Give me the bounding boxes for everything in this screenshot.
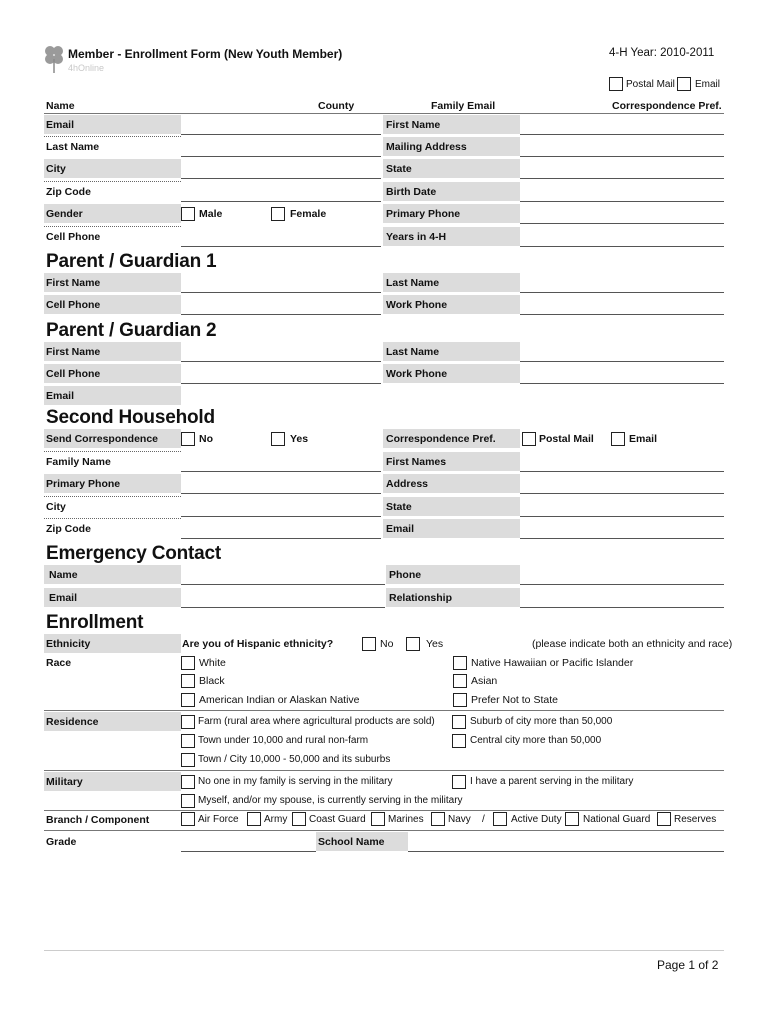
hh-email-label: Email bbox=[386, 523, 415, 535]
hispanic-yes-label: Yes bbox=[426, 638, 444, 650]
ethnicity-label: Ethnicity bbox=[46, 638, 91, 650]
branch-separator: / bbox=[482, 814, 485, 825]
branch-marines-checkbox[interactable] bbox=[371, 812, 385, 826]
hh-address-field[interactable] bbox=[520, 474, 724, 494]
branch-coast-guard-checkbox[interactable] bbox=[292, 812, 306, 826]
male-checkbox[interactable] bbox=[181, 207, 195, 221]
residence-label: Residence bbox=[46, 716, 99, 728]
male-label: Male bbox=[199, 208, 223, 220]
mailing-address-label: Mailing Address bbox=[386, 141, 467, 153]
hh-email-field[interactable] bbox=[520, 519, 724, 539]
family-name-field[interactable] bbox=[181, 452, 381, 472]
p1-work-label: Work Phone bbox=[386, 299, 448, 311]
zip-label: Zip Code bbox=[46, 186, 91, 198]
female-checkbox[interactable] bbox=[271, 207, 285, 221]
comp-reserves-label: Reserves bbox=[674, 814, 717, 825]
parent1-heading: Parent / Guardian 1 bbox=[46, 251, 217, 272]
branch-army-label: Army bbox=[264, 814, 288, 825]
grade-label: Grade bbox=[46, 836, 77, 848]
hispanic-no-label: No bbox=[380, 638, 394, 650]
email-pref-checkbox[interactable] bbox=[677, 77, 691, 91]
res-central-city-label: Central city more than 50,000 bbox=[470, 735, 602, 746]
form-title: Member - Enrollment Form (New Youth Member) bbox=[68, 47, 343, 61]
p2-email-label: Email bbox=[46, 390, 75, 402]
ec-email-field[interactable] bbox=[181, 588, 385, 608]
first-name-field[interactable] bbox=[520, 115, 724, 135]
hh-zip-field[interactable] bbox=[181, 519, 381, 539]
hh-zip-label: Zip Code bbox=[46, 523, 91, 535]
hh-primary-phone-field[interactable] bbox=[181, 474, 381, 494]
send-correspondence-label: Send Correspondence bbox=[46, 433, 159, 445]
race-asian-checkbox[interactable] bbox=[453, 674, 467, 688]
email-field[interactable] bbox=[181, 115, 381, 135]
primary-phone-label: Primary Phone bbox=[386, 208, 461, 220]
row-divider bbox=[44, 496, 181, 497]
p2-work-field[interactable] bbox=[520, 364, 724, 384]
branch-army-checkbox[interactable] bbox=[247, 812, 261, 826]
branch-air-force-label: Air Force bbox=[198, 814, 239, 825]
mil-none-label: No one in my family is serving in the military bbox=[198, 776, 393, 787]
hh-email-checkbox[interactable] bbox=[611, 432, 625, 446]
race-american-indian-label: American Indian or Alaskan Native bbox=[199, 694, 360, 706]
race-black-label: Black bbox=[199, 675, 225, 687]
res-town-city-checkbox[interactable] bbox=[181, 753, 195, 767]
city-field[interactable] bbox=[181, 159, 381, 179]
birth-date-field[interactable] bbox=[520, 182, 724, 202]
mil-none-checkbox[interactable] bbox=[181, 775, 195, 789]
race-asian-label: Asian bbox=[471, 675, 498, 687]
birth-date-label: Birth Date bbox=[386, 186, 437, 198]
p2-work-label: Work Phone bbox=[386, 368, 448, 380]
comp-national-guard-label: National Guard bbox=[583, 814, 651, 825]
state-field[interactable] bbox=[520, 159, 724, 179]
branch-navy-label: Navy bbox=[448, 814, 471, 825]
race-hawaiian-label: Native Hawaiian or Pacific Islander bbox=[471, 657, 634, 669]
hh-state-field[interactable] bbox=[520, 497, 724, 517]
postal-mail-label: Postal Mail bbox=[626, 79, 675, 90]
p1-cell-label: Cell Phone bbox=[46, 299, 101, 311]
race-prefer-not-label: Prefer Not to State bbox=[471, 694, 558, 706]
school-name-label: School Name bbox=[318, 836, 385, 848]
cell-phone-field[interactable] bbox=[181, 227, 381, 247]
res-suburb-checkbox[interactable] bbox=[452, 715, 466, 729]
hh-postal-label: Postal Mail bbox=[539, 433, 594, 445]
mil-parent-checkbox[interactable] bbox=[452, 775, 466, 789]
hispanic-yes-checkbox[interactable] bbox=[406, 637, 420, 651]
clover-logo-icon bbox=[44, 44, 64, 74]
branch-navy-checkbox[interactable] bbox=[431, 812, 445, 826]
section-divider bbox=[44, 830, 724, 831]
last-name-field[interactable] bbox=[181, 137, 381, 157]
ec-relationship-label: Relationship bbox=[389, 592, 453, 604]
p2-cell-field[interactable] bbox=[181, 364, 381, 384]
p2-first-name-field[interactable] bbox=[181, 342, 381, 362]
send-yes-checkbox[interactable] bbox=[271, 432, 285, 446]
email-label: Email bbox=[46, 119, 75, 131]
row-divider bbox=[44, 181, 181, 182]
form-subtitle: 4hOnline bbox=[68, 63, 105, 73]
parent2-heading: Parent / Guardian 2 bbox=[46, 320, 217, 341]
years-field[interactable] bbox=[520, 227, 724, 247]
state-label: State bbox=[386, 163, 412, 175]
ec-name-field[interactable] bbox=[181, 565, 385, 585]
email-pref-label: Email bbox=[695, 79, 721, 90]
race-white-label: White bbox=[199, 657, 226, 669]
race-american-indian-checkbox[interactable] bbox=[181, 693, 195, 707]
row-divider bbox=[44, 518, 181, 519]
ec-name-label: Name bbox=[49, 569, 78, 581]
res-farm-checkbox[interactable] bbox=[181, 715, 195, 729]
p1-work-field[interactable] bbox=[520, 295, 724, 315]
family-email-col-label: Family Email bbox=[431, 100, 496, 112]
p2-last-name-label: Last Name bbox=[386, 346, 440, 358]
hh-address-label: Address bbox=[386, 478, 429, 490]
mil-parent-label: I have a parent serving in the military bbox=[470, 776, 634, 787]
race-white-checkbox[interactable] bbox=[181, 656, 195, 670]
res-central-city-checkbox[interactable] bbox=[452, 734, 466, 748]
ec-relationship-field[interactable] bbox=[520, 588, 724, 608]
hh-primary-phone-label: Primary Phone bbox=[46, 478, 121, 490]
ec-phone-field[interactable] bbox=[520, 565, 724, 585]
ec-phone-label: Phone bbox=[389, 569, 422, 581]
hh-pref-label: Correspondence Pref. bbox=[386, 433, 496, 445]
p1-last-name-field[interactable] bbox=[520, 273, 724, 293]
county-col-label: County bbox=[318, 100, 355, 112]
row-divider bbox=[44, 136, 181, 137]
res-town-label: Town under 10,000 and rural non-farm bbox=[198, 735, 369, 746]
ethnicity-note: (please indicate both an ethnicity and race) bbox=[532, 638, 733, 650]
household-heading: Second Household bbox=[46, 407, 215, 428]
p1-last-name-label: Last Name bbox=[386, 277, 440, 289]
page-number: Page 1 of 2 bbox=[657, 958, 719, 972]
hh-state-label: State bbox=[386, 501, 412, 513]
p1-first-name-label: First Name bbox=[46, 277, 101, 289]
send-no-checkbox[interactable] bbox=[181, 432, 195, 446]
send-yes-label: Yes bbox=[290, 433, 309, 445]
comp-active-checkbox[interactable] bbox=[493, 812, 507, 826]
hispanic-question: Are you of Hispanic ethnicity? bbox=[182, 638, 334, 650]
zip-field[interactable] bbox=[181, 182, 381, 202]
primary-phone-field[interactable] bbox=[520, 204, 724, 224]
cell-phone-label: Cell Phone bbox=[46, 231, 101, 243]
comp-active-label: Active Duty bbox=[511, 814, 562, 825]
branch-label: Branch / Component bbox=[46, 814, 150, 826]
p2-cell-label: Cell Phone bbox=[46, 368, 101, 380]
name-col-label: Name bbox=[46, 100, 75, 112]
res-farm-label: Farm (rural area where agricultural products are sold) bbox=[198, 716, 435, 727]
first-names-label: First Names bbox=[386, 456, 447, 468]
gender-label: Gender bbox=[46, 208, 83, 220]
hh-email-opt-label: Email bbox=[629, 433, 658, 445]
res-town-checkbox[interactable] bbox=[181, 734, 195, 748]
hh-city-label: City bbox=[46, 501, 66, 513]
mailing-address-field[interactable] bbox=[520, 137, 724, 157]
family-name-label: Family Name bbox=[46, 456, 111, 468]
p1-first-name-field[interactable] bbox=[181, 273, 381, 293]
school-name-field[interactable] bbox=[408, 832, 724, 852]
branch-air-force-checkbox[interactable] bbox=[181, 812, 195, 826]
mil-self-label: Myself, and/or my spouse, is currently serving in the military bbox=[198, 795, 463, 806]
grade-field[interactable] bbox=[181, 832, 316, 852]
section-divider bbox=[44, 710, 724, 711]
last-name-label: Last Name bbox=[46, 141, 100, 153]
year-label: 4-H Year: 2010-2011 bbox=[609, 47, 715, 59]
header-divider bbox=[44, 113, 724, 114]
branch-marines-label: Marines bbox=[388, 814, 424, 825]
emergency-heading: Emergency Contact bbox=[46, 543, 222, 564]
comp-national-guard-checkbox[interactable] bbox=[565, 812, 579, 826]
branch-coast-guard-label: Coast Guard bbox=[309, 814, 366, 825]
race-prefer-not-checkbox[interactable] bbox=[453, 693, 467, 707]
send-no-label: No bbox=[199, 433, 213, 445]
race-black-checkbox[interactable] bbox=[181, 674, 195, 688]
p2-last-name-field[interactable] bbox=[520, 342, 724, 362]
row-divider bbox=[44, 451, 181, 452]
p1-cell-field[interactable] bbox=[181, 295, 381, 315]
years-label: Years in 4-H bbox=[386, 231, 447, 243]
p2-first-name-label: First Name bbox=[46, 346, 101, 358]
first-name-label: First Name bbox=[386, 119, 441, 131]
hh-city-field[interactable] bbox=[181, 497, 381, 517]
female-label: Female bbox=[290, 208, 327, 220]
comp-reserves-checkbox[interactable] bbox=[657, 812, 671, 826]
first-names-field[interactable] bbox=[520, 452, 724, 472]
section-divider bbox=[44, 810, 724, 811]
correspondence-col-label: Correspondence Pref. bbox=[612, 100, 722, 112]
hispanic-no-checkbox[interactable] bbox=[362, 637, 376, 651]
res-town-city-label: Town / City 10,000 - 50,000 and its suburbs bbox=[198, 754, 391, 765]
race-label: Race bbox=[46, 657, 72, 669]
res-suburb-label: Suburb of city more than 50,000 bbox=[470, 716, 613, 727]
enrollment-heading: Enrollment bbox=[46, 612, 144, 633]
ec-email-label: Email bbox=[49, 592, 78, 604]
mil-self-checkbox[interactable] bbox=[181, 794, 195, 808]
p2-email-field[interactable] bbox=[181, 386, 724, 405]
footer-divider bbox=[44, 950, 724, 951]
postal-mail-checkbox[interactable] bbox=[609, 77, 623, 91]
hh-postal-checkbox[interactable] bbox=[522, 432, 536, 446]
section-divider bbox=[44, 770, 724, 771]
race-hawaiian-checkbox[interactable] bbox=[453, 656, 467, 670]
military-label: Military bbox=[46, 776, 83, 788]
row-divider bbox=[44, 226, 181, 227]
city-label: City bbox=[46, 163, 66, 175]
